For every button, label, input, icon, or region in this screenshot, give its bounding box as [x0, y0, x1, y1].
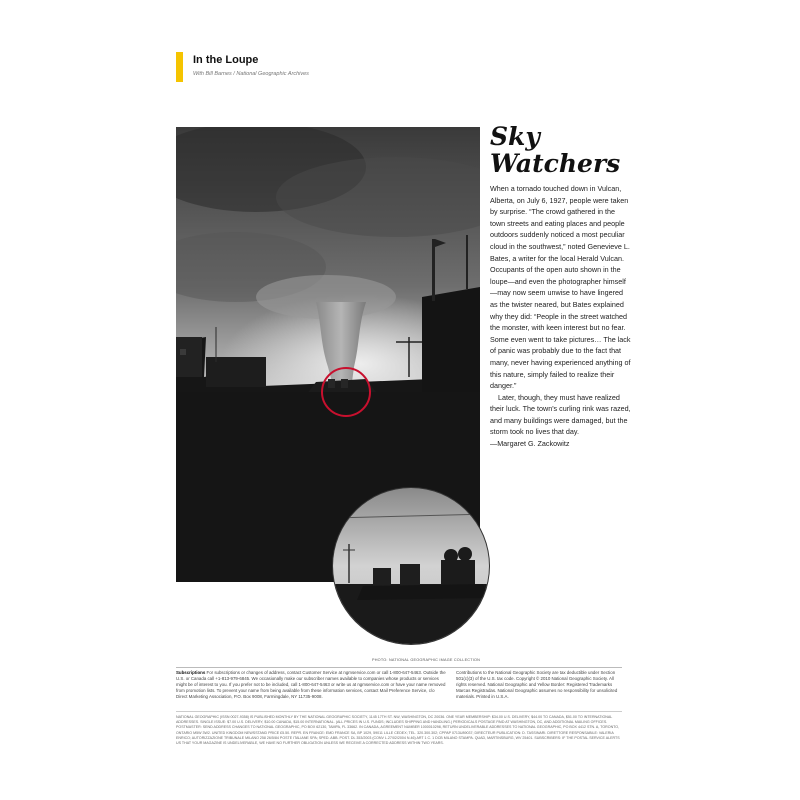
subscriptions-text: For subscriptions or changes of address, contact Customer Service at ngmservice.com or call 1-800-647-5463. Outside the U.S. or Canada call +1-813-979-6845. We occasionally make our subscriber names available to companies whose products or services might be of interest to you. If you prefer not to be included, call 1-800-647-5463 or write us at ngmservice.com or have your name removed from promotion lists. To prevent your name from being available from these information services, contact Mail Preference Service, c/o Direct Marketing Association, P.O. Box 9008, Farmingdale, NY 11735-9008.: [176, 670, 446, 699]
article-signature: —Margaret G. Zackowitz: [490, 439, 570, 449]
subscriptions-label: Subscriptions: [176, 670, 206, 675]
headline-line-2: Watchers: [490, 149, 621, 178]
loupe-magnifier: [333, 488, 489, 644]
article-body: [490, 183, 632, 450]
subscriptions-block: [176, 670, 446, 700]
yellow-border-mark: [176, 52, 183, 82]
section-title: In the Loupe: [193, 54, 259, 66]
legal-statement: NATIONAL GEOGRAPHIC (ISSN 0027-9358) IS PUBLISHED MONTHLY BY THE NATIONAL GEOGRAPHIC SOCIETY, 1145 17TH ST. NW, WASHINGTON, DC 20036. ONE YEAR MEMBERSHIP: $34.00 U.S. DELIVERY, $44.00 TO CANADA, $51.00 TO INTERNATIONAL ADDRESSES. SINGLE ISSUE: $7.00 U.S. DELIVERY, $10.00 CANADA, $15.00 INTERNATIONAL. (ALL PRICES IN U.S. FUNDS; INCLUDES SHIPPING AND HANDLING.) PERIODICALS POSTAGE PAID AT WASHINGTON, DC, AND ADDITIONAL MAILING OFFICES. POSTMASTER: SEND ADDRESS CHANGES TO NATIONAL GEOGRAPHIC, PO BOX 62130, TAMPA, FL 33662. IN CANADA, AGREEMENT NUMBER 1000010298, RETURN UNDELIVERABLE ADDRESSES TO NATIONAL GEOGRAPHIC, PO BOX 4412 STN. A, TORONTO, ONTARIO M5W 3W2. UNITED KINGDOM NEWSSTAND PRICE £5.50. REPR. EN FRANCE: EMD FRANCE SA, BP 1029, 59011 LILLE CEDEX; TEL. 320.300.302; CPPAP 0713U89037; DIRECTEUR PUBLICATION: D. TASSINARI. DIRETTORE RESPONSABILE: VALERIA ENRICO; AUTORIZZAZIONE TRIBUNALE MILANO 258 26/5/84 POSTE ITALIANE SPA; SPED. ABB. POST. DL 353/2003 (CONV L.27/02/2004 N.46) ART 1 C. 1 DCB MILANO STAMPA. QUAD, MARTINSBURG, WV 25401. SUBSCRIBERS: IF THE POSTAL SERVICE ALERTS US THAT YOUR MAGAZINE IS UNDELIVERABLE, WE HAVE NO FURTHER OBLIGATION UNLESS WE RECEIVE A CORRECTED ADDRESS WITHIN TWO YEARS.: [176, 715, 620, 746]
article-paragraph-2: Later, though, they must have realized their luck. The town's curling rink was razed, and many buildings were damaged, but the storm took no lives that day.: [490, 392, 631, 437]
article-headline: [490, 123, 640, 177]
contributions-block: Contributions to the National Geographic Society are tax deductible under Section 501(c)(3) of the U.S. tax code. Copyright © 2010 National Geographic Society. All rights reserved. National Geographic and Yellow Border: Registered Trademarks Marcas Registradas. National Geographic assumes no responsibility for unsolicited materials. Printed in U.S.A.: [456, 670, 618, 699]
photo-credit: PHOTO: NATIONAL GEOGRAPHIC IMAGE COLLECTION: [372, 658, 481, 662]
footer-divider-top: [176, 667, 622, 668]
article-paragraph-1: When a tornado touched down in Vulcan, Alberta, on July 6, 1927, people were taken by surprise. “The crowd gathered in the town streets and eating places and people outdoors suddenly noticed a most peculiar cloud in the southwest,” noted Genevieve L. Bates, a writer for the local Herald Vulcan. Occupants of the open auto shown in the loupe—and even the photographer himself—may now seem unwise to have lingered as the twister neared, but Bates explained why they did: “People in the street watched the monster, with keen interest but no fear. Some even went to take pictures… The lack of panic was probably due to the fact that many, never having experienced anything of this nature, simply failed to realize their danger.”: [490, 184, 631, 391]
section-subtitle: With Bill Barnes / National Geographic Archives: [193, 71, 309, 77]
headline-line-1: Sky: [490, 122, 540, 151]
footer-divider-middle: [176, 711, 622, 712]
